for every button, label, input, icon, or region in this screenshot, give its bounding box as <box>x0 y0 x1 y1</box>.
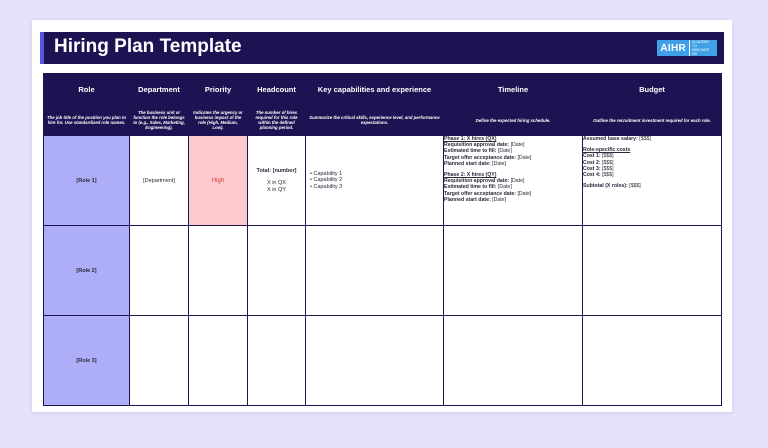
logo-mark: AIHR <box>660 42 686 54</box>
table-row <box>44 316 722 406</box>
priority-cell[interactable] <box>189 316 248 406</box>
budget-cell[interactable] <box>583 316 722 406</box>
role-cell[interactable]: [Role 2] <box>44 226 130 316</box>
header-role: Role <box>44 74 130 105</box>
desc-capabilities: Summarize the critical skills, experience level, and performance expectations. <box>306 105 444 136</box>
table-row <box>44 136 722 226</box>
capability-item: • Capability 2 <box>310 177 443 184</box>
table-row <box>44 226 722 316</box>
budget-cell[interactable] <box>583 226 722 316</box>
cost-label: Cost 2: <box>583 159 601 166</box>
timeline-label: Estimated time to fill: <box>444 184 497 191</box>
timeline-value: [Date] <box>517 154 532 161</box>
role-cell[interactable]: [Role 1] <box>44 136 130 226</box>
logo-subtitle: ACADEMY TO INNOVATE HR <box>689 40 714 56</box>
hiring-plan-table <box>43 73 722 406</box>
timeline-label: Planned start date: <box>444 196 491 203</box>
priority-cell[interactable] <box>189 226 248 316</box>
cost-label: Cost 3: <box>583 165 601 172</box>
timeline-value: [Date] <box>492 160 506 167</box>
timeline-value: [Date] <box>497 184 512 191</box>
timeline-value: [Date] <box>492 196 506 203</box>
cost-value: [$$$] <box>602 153 614 160</box>
cost-value: [$$$] <box>602 159 614 166</box>
timeline-label: Planned start date: <box>444 160 491 167</box>
phase-title: Phase 1: X hires (QX) <box>444 136 497 142</box>
timeline-value: [Date] <box>517 190 532 197</box>
department-cell[interactable] <box>130 226 189 316</box>
capabilities-cell[interactable] <box>306 316 444 406</box>
capability-item: • Capability 3 <box>310 184 443 191</box>
cost-label: Cost 4: <box>583 172 601 179</box>
timeline-item <box>444 197 582 203</box>
timeline-value: [Date] <box>510 142 525 149</box>
headcount-total: Total: [number] <box>256 167 297 174</box>
cost-value: [$$$] <box>602 165 614 172</box>
header-capabilities: Key capabilities and experience <box>306 74 444 105</box>
subtotal <box>583 183 721 189</box>
desc-priority: Indicates the urgency or business impact of the role (High, Medium, Low). <box>189 105 248 136</box>
timeline-label: Estimated time to fill: <box>444 148 497 155</box>
subtotal-value: [$$$] <box>629 183 641 190</box>
headcount-cell[interactable] <box>248 136 306 226</box>
timeline-label: Target offer acceptance date: <box>444 190 516 197</box>
headcount-cell[interactable] <box>248 316 306 406</box>
cost-label: Cost 1: <box>583 153 601 160</box>
priority-cell[interactable]: High <box>189 136 248 226</box>
budget-cell[interactable] <box>583 136 722 226</box>
base-salary-value: [$$$] <box>639 136 651 142</box>
timeline-label: Requisition approval date: <box>444 178 510 185</box>
desc-headcount: The number of hires required for this role within the defined planning period. <box>248 105 306 136</box>
header-headcount: Headcount <box>248 74 306 105</box>
desc-budget: Outline the recruitment investment required for each role. <box>583 105 722 136</box>
timeline-value: [Date] <box>510 178 525 185</box>
timeline-label: Target offer acceptance date: <box>444 154 516 161</box>
department-cell[interactable] <box>130 316 189 406</box>
costs-title: Role-specific costs <box>583 147 631 154</box>
headcount-cell[interactable] <box>248 226 306 316</box>
header-budget: Budget <box>583 74 722 105</box>
header-department: Department <box>130 74 189 105</box>
timeline-cell[interactable] <box>444 316 583 406</box>
headcount-line: X in QY <box>267 186 286 193</box>
timeline-cell[interactable] <box>444 226 583 316</box>
template-card <box>32 20 732 412</box>
subtotal-label: Subtotal (X roles): <box>583 183 628 190</box>
desc-department: The business unit or function the role belongs to (e.g., Sales, Marketing, Engineering). <box>130 105 189 136</box>
page-title: Hiring Plan Template <box>54 36 242 57</box>
header-timeline: Timeline <box>444 74 583 105</box>
headcount-line: X in QX <box>267 180 286 187</box>
department-cell[interactable]: [Department] <box>130 136 189 226</box>
phase-title: Phase 2: X hires (QY) <box>444 172 497 179</box>
aihr-logo <box>657 40 717 56</box>
capabilities-cell[interactable] <box>306 136 444 226</box>
timeline-cell[interactable] <box>444 136 583 226</box>
header-priority: Priority <box>189 74 248 105</box>
header-row <box>44 74 722 105</box>
capabilities-cell[interactable] <box>306 226 444 316</box>
timeline-value: [Date] <box>497 148 512 155</box>
role-cell[interactable]: [Role 3] <box>44 316 130 406</box>
title-banner <box>40 32 724 64</box>
desc-role: The job title of the position you plan to hire for. Use standardized role names. <box>44 105 130 136</box>
cost-value: [$$$] <box>602 172 614 179</box>
timeline-label: Requisition approval date: <box>444 142 510 149</box>
desc-timeline: Define the expected hiring schedule. <box>444 105 583 136</box>
base-salary-label: Assumed base salary: <box>583 136 638 142</box>
description-row <box>44 105 722 136</box>
capability-item: • Capability 1 <box>310 171 443 178</box>
